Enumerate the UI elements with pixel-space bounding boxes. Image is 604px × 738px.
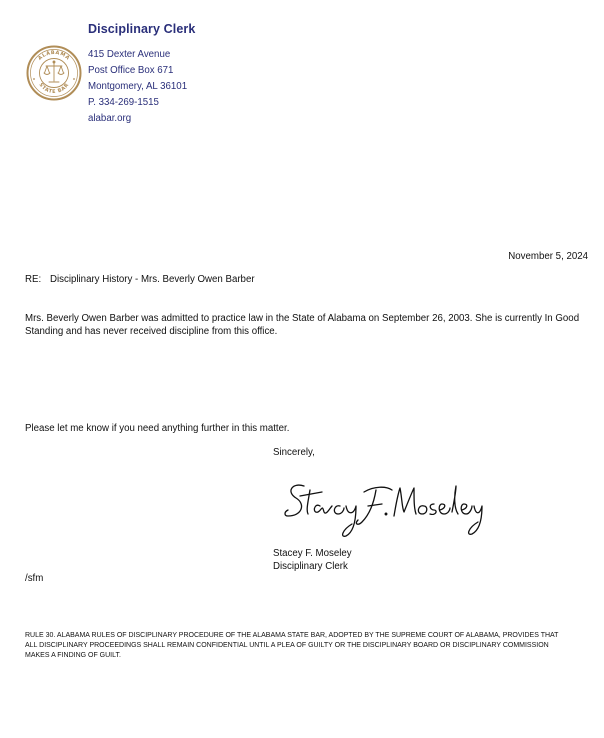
address-phone: P. 334-269-1515 <box>88 97 159 108</box>
signer-name: Stacey F. Moseley <box>273 548 352 559</box>
letter-date: November 5, 2024 <box>508 251 588 262</box>
address-street: 415 Dexter Avenue <box>88 49 171 60</box>
address-website: alabar.org <box>88 113 132 124</box>
svg-text:STATE BAR: STATE BAR <box>37 82 71 96</box>
letterhead-title: Disciplinary Clerk <box>88 22 196 36</box>
handwritten-signature <box>282 472 488 542</box>
address-city-state-zip: Montgomery, AL 36101 <box>88 81 188 92</box>
re-label: RE: <box>25 274 42 285</box>
letter-body-paragraph: Mrs. Beverly Owen Barber was admitted to practice law in the State of Alabama on September 26, 2003. She is currently In Good Standing and has never received discipline from this office. <box>25 313 580 337</box>
address-po-box: Post Office Box 671 <box>88 65 174 76</box>
closing-request: Please let me know if you need anything further in this matter. <box>25 423 290 434</box>
svg-text:ALABAMA: ALABAMA <box>37 49 71 62</box>
typist-initials: /sfm <box>25 573 44 584</box>
re-subject: Disciplinary History - Mrs. Beverly Owen Barber <box>50 274 255 285</box>
alabama-state-bar-seal-logo <box>26 45 82 101</box>
signer-title: Disciplinary Clerk <box>273 561 348 572</box>
valediction: Sincerely, <box>273 447 315 458</box>
re-line <box>25 274 255 285</box>
confidentiality-rule-notice: RULE 30. ALABAMA RULES OF DISCIPLINARY PROCEDURE OF THE ALABAMA STATE BAR, ADOPTED BY THE SUPREME COURT OF ALABAMA, PROVIDES THAT ALL DISCIPLINARY PROCEEDINGS SHALL REMAIN CONFIDENTIAL UNTIL A PLEA OF GUILTY OR THE DISCIPLINARY BOARD OR DISCIPLINARY COMMISSION MAKES A FINDING OF GUILT. <box>25 632 559 659</box>
letterhead-address <box>88 47 187 127</box>
